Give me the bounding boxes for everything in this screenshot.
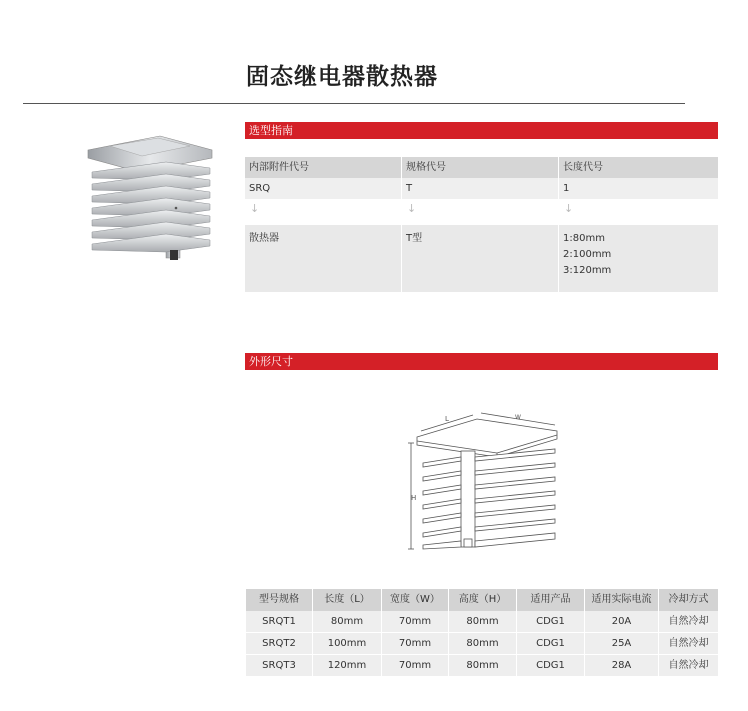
guide-header-cell: 长度代号 (559, 157, 718, 178)
length-option: 1:80mm (563, 233, 605, 244)
dimension-label-width: W (515, 414, 521, 421)
spec-cell-width: 70mm (382, 611, 449, 633)
selection-guide-table (245, 157, 718, 292)
title-divider (23, 103, 685, 104)
spec-cell-model: SRQT1 (246, 611, 313, 633)
spec-header-cell: 型号规格 (246, 589, 313, 611)
spec-cell-product: CDG1 (517, 655, 585, 677)
spec-header-cell: 高度（H） (449, 589, 517, 611)
guide-header-row (245, 157, 718, 178)
guide-code-cell: SRQ (245, 178, 402, 199)
guide-code-cell: 1 (559, 178, 718, 199)
arrow-down-icon: ↓ (559, 199, 718, 225)
spec-header-row (246, 589, 718, 611)
dimension-label-length: L (445, 415, 449, 423)
guide-length-options (559, 225, 718, 292)
spec-header-cell: 长度（L） (313, 589, 382, 611)
spec-header-cell: 适用产品 (517, 589, 585, 611)
table-row (246, 633, 718, 655)
spec-cell-height: 80mm (449, 611, 517, 633)
arrow-down-icon: ↓ (245, 199, 402, 225)
spec-cell-length: 100mm (313, 633, 382, 655)
guide-header-cell: 规格代号 (402, 157, 559, 178)
heatsink-product-image (70, 128, 220, 272)
guide-code-row (245, 178, 718, 199)
dimension-drawing (405, 407, 565, 561)
spec-cell-length: 120mm (313, 655, 382, 677)
guide-arrow-row (245, 199, 718, 225)
spec-cell-current: 25A (585, 633, 659, 655)
table-row (246, 655, 718, 677)
guide-code-cell: T (402, 178, 559, 199)
spec-header-cell: 宽度（W） (382, 589, 449, 611)
arrow-down-icon: ↓ (402, 199, 559, 225)
spec-cell-length: 80mm (313, 611, 382, 633)
spec-cell-current: 28A (585, 655, 659, 677)
spec-header-cell: 适用实际电流 (585, 589, 659, 611)
spec-cell-product: CDG1 (517, 633, 585, 655)
page-title: 固态继电器散热器 (246, 64, 438, 90)
section-header-dimensions: 外形尺寸 (245, 353, 718, 370)
guide-description-cell: T型 (402, 225, 559, 292)
guide-description-row (245, 225, 718, 292)
spec-table (246, 589, 718, 677)
spec-cell-width: 70mm (382, 655, 449, 677)
table-row (246, 611, 718, 633)
dimension-label-height: H (411, 494, 417, 502)
spec-cell-width: 70mm (382, 633, 449, 655)
length-option: 2:100mm (563, 249, 612, 260)
spec-cell-model: SRQT2 (246, 633, 313, 655)
spec-cell-cooling: 自然冷却 (659, 611, 718, 633)
spec-header-cell: 冷却方式 (659, 589, 718, 611)
length-option: 3:120mm (563, 265, 612, 276)
spec-cell-current: 20A (585, 611, 659, 633)
spec-cell-model: SRQT3 (246, 655, 313, 677)
spec-cell-height: 80mm (449, 633, 517, 655)
spec-cell-height: 80mm (449, 655, 517, 677)
section-header-selection-guide: 选型指南 (245, 122, 718, 139)
guide-description-cell: 散热器 (245, 225, 402, 292)
spec-cell-product: CDG1 (517, 611, 585, 633)
spec-cell-cooling: 自然冷却 (659, 633, 718, 655)
guide-header-cell: 内部附件代号 (245, 157, 402, 178)
spec-cell-cooling: 自然冷却 (659, 655, 718, 677)
